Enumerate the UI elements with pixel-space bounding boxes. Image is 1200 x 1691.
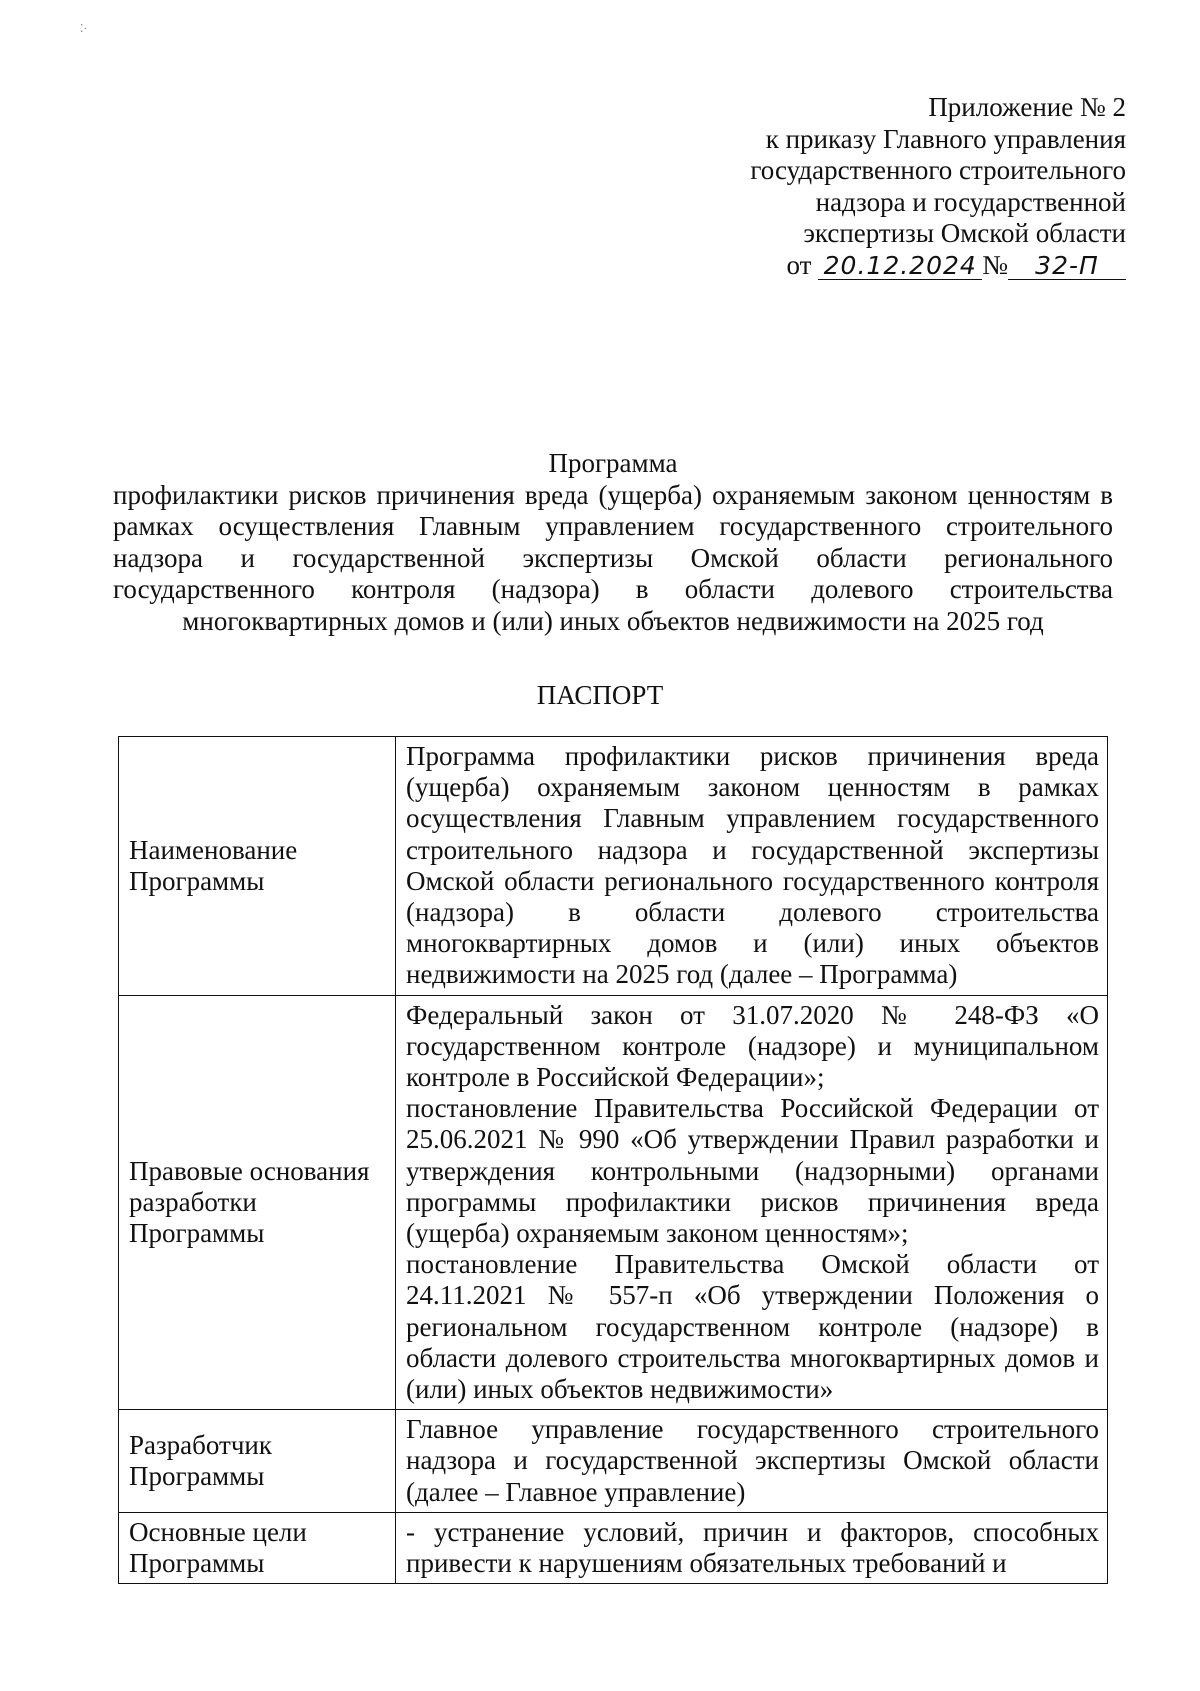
value-paragraph: Федеральный закон от 31.07.2020 № 248-ФЗ «О государственном контроле (надзоре) и муниципальном контроле в Российской Федерации»; xyxy=(406,999,1099,1093)
passport-heading: ПАСПОРТ xyxy=(536,680,664,710)
table-row xyxy=(119,737,1108,996)
row-key: Наименование Программы xyxy=(119,737,396,996)
value-paragraph: постановление Правительства Омской области от 24.11.2021 № 557-п «Об утверждении Положения о региональном государственном контроле (надзоре) в области долевого строительства многоквартирных домов и (или) иных объектов недвижимости» xyxy=(406,1249,1099,1405)
row-value xyxy=(396,737,1108,996)
handwritten-number: 32-П xyxy=(1008,253,1126,280)
value-paragraph: Программа профилактики рисков причинения вреда (ущерба) охраняемым законом ценностям в рамках осуществления Главным управлением государственного строительного надзора и государственной экспертизы Омской области регионального государственного контроля (надзора) в области долевого строительства многоквартирных домов и (или) иных объектов недвижимости на 2025 год (далее – Программа) xyxy=(406,741,1099,990)
appendix-org-line: государственного строительного xyxy=(750,155,1126,185)
title-main: Программа xyxy=(548,448,678,478)
row-key: Разработчик Программы xyxy=(119,1410,396,1513)
appendix-org-line: надзора и государственной xyxy=(815,186,1126,217)
appendix-date-line xyxy=(606,250,1126,282)
date-prefix: от xyxy=(786,249,812,280)
appendix-order-ref: к приказу Главного управления xyxy=(765,123,1126,154)
table-row xyxy=(119,995,1108,1410)
row-value xyxy=(396,1512,1108,1583)
value-paragraph: - устранение условий, причин и факторов, способных привести к нарушениям обязательных требований и xyxy=(406,1516,1099,1579)
document-title xyxy=(108,448,1118,637)
value-paragraph: Главное управление государственного строительного надзора и государственной экспертизы Омской области (далее – Главное управление) xyxy=(406,1414,1099,1507)
appendix-block xyxy=(606,92,1126,281)
row-key: Основные цели Программы xyxy=(119,1512,396,1583)
scan-artifact: ⁚· xyxy=(80,23,88,35)
number-prefix: № xyxy=(982,249,1008,280)
appendix-number: Приложение № 2 xyxy=(928,92,1126,122)
row-value xyxy=(396,1410,1108,1513)
table-row xyxy=(119,1512,1108,1583)
passport-table xyxy=(118,736,1108,1584)
handwritten-date: 20.12.2024 xyxy=(818,253,982,280)
row-value xyxy=(396,995,1108,1410)
row-key: Правовые основания разработки Программы xyxy=(119,995,396,1410)
table-row xyxy=(119,1410,1108,1513)
title-subtitle: профилактики рисков причинения вреда (ущерба) охраняемым законом ценностям в рамках осуществления Главным управлением государственного строительного надзора и государственной экспертизы Омской области регионального государственного контроля (надзора) в области долевого строительства многоквартирных домов и (или) иных объектов недвижимости на 2025 год xyxy=(113,479,1113,636)
value-paragraph: постановление Правительства Российской Федерации от 25.06.2021 № 990 «Об утверждении Правил разработки и утверждения контрольными (надзорными) органами программы профилактики рисков причинения вреда (ущерба) охраняемым законом ценностям»; xyxy=(406,1093,1099,1249)
appendix-org-line: экспертизы Омской области xyxy=(803,218,1126,248)
